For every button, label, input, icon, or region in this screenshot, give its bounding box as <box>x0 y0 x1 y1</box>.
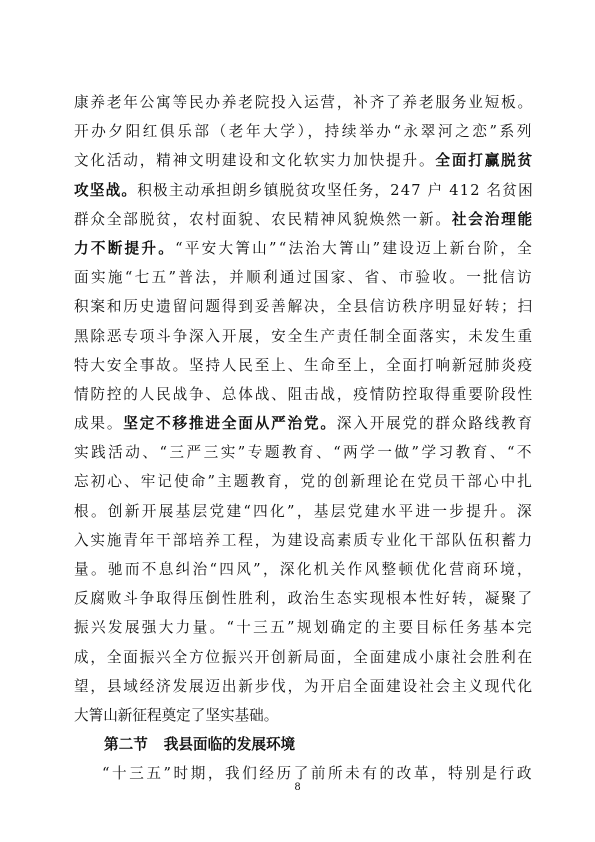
text-line <box>74 438 534 467</box>
page-number: 8 <box>294 782 301 793</box>
text-line <box>74 205 534 234</box>
text-run: 入实施青年干部培养工程，为建设高素质专业化干部队伍积蓄力 <box>74 531 534 549</box>
text-run: 特大安全事故。坚持人民至上、生命至上，全面打响新冠肺炎疫 <box>74 356 534 374</box>
bold-text-run: 攻坚战。 <box>74 181 138 199</box>
text-run: 积案和历史遗留问题得到妥善解决，全县信访秩序明显好转；扫 <box>74 298 534 316</box>
text-run: 情防控的人民战争、总体战、阻击战，疫情防控取得重要阶段性 <box>74 385 534 403</box>
text-run: 文化活动，精神文明建设和文化软实力加快提升。 <box>74 152 436 170</box>
text-run: 面实施“七五”普法，并顺利通过国家、省、市验收。一批信访 <box>74 269 534 287</box>
text-line <box>74 117 534 146</box>
text-line <box>74 176 534 205</box>
text-run: 积极主动承担朗乡镇脱贫攻坚任务，247 户 412 名贫困 <box>137 181 534 199</box>
text-line <box>74 497 534 526</box>
section-heading <box>74 730 534 759</box>
text-run: “十三五”时期，我们经历了前所未有的改革，特别是行政 <box>102 765 534 783</box>
text-run: 深入开展党的群众路线教育 <box>336 415 534 433</box>
text-run: “平安大箐山”“法治大箐山”建设迈上新台阶，全 <box>175 239 534 257</box>
text-line <box>74 467 534 496</box>
section-number: 第二节 <box>104 736 148 754</box>
text-run: 望，县域经济发展迈出新步伐，为开启全面建设社会主义现代化 <box>74 677 534 695</box>
text-run: 根。创新开展基层党建“四化”，基层党建水平进一步提升。深 <box>74 502 534 520</box>
text-line <box>74 351 534 380</box>
text-line <box>74 380 534 409</box>
bold-text-run: 坚定不移推进全面从严治党。 <box>123 415 337 433</box>
text-run: 大箐山新征程奠定了坚实基础。 <box>74 706 279 724</box>
bold-text-run: 力不断提升。 <box>74 239 176 257</box>
text-run: 成，全面振兴全方位振兴开创新局面，全面建成小康社会胜利在 <box>74 648 534 666</box>
text-line <box>74 146 534 175</box>
text-line <box>74 613 534 642</box>
text-run: 康养老年公寓等民办养老院投入运营，补齐了养老服务业短板。 <box>74 94 534 111</box>
text-run: 群众全部脱贫，农村面貌、农民精神风貌焕然一新。 <box>74 210 452 228</box>
section-title: 我县面临的发展环境 <box>163 736 296 754</box>
text-run: 黑除恶专项斗争深入开展，安全生产责任制全面落实，未发生重 <box>74 327 534 345</box>
text-line <box>74 643 534 672</box>
text-run: 成果。 <box>74 415 124 433</box>
text-line <box>74 322 534 351</box>
body-text <box>74 88 534 789</box>
text-run: 量。驰而不息纠治“四风”，深化机关作风整顿优化营商环境， <box>74 561 534 578</box>
text-run: 忘初心、牢记使命”主题教育，党的创新理论在党员干部心中扎 <box>74 473 534 491</box>
text-line <box>74 672 534 701</box>
text-line <box>74 263 534 292</box>
text-line <box>74 555 534 584</box>
text-line <box>74 526 534 555</box>
text-line <box>74 701 534 730</box>
text-line <box>74 234 534 263</box>
text-line <box>74 88 534 117</box>
text-line <box>74 292 534 321</box>
bold-text-run: 全面打赢脱贫 <box>435 152 534 170</box>
text-line <box>74 584 534 613</box>
text-run: 实践活动、“三严三实”专题教育、“两学一做”学习教育、“不 <box>74 444 534 462</box>
bold-text-run: 社会治理能 <box>451 210 534 228</box>
text-run: 振兴发展强大力量。“十三五”规划确定的主要目标任务基本完 <box>74 619 534 637</box>
text-line <box>74 409 534 438</box>
text-run: 反腐败斗争取得压倒性胜利，政治生态实现根本性好转，凝聚了 <box>74 590 534 608</box>
text-run: 开办夕阳红俱乐部（老年大学），持续举办“永翠河之恋”系列 <box>74 123 534 141</box>
